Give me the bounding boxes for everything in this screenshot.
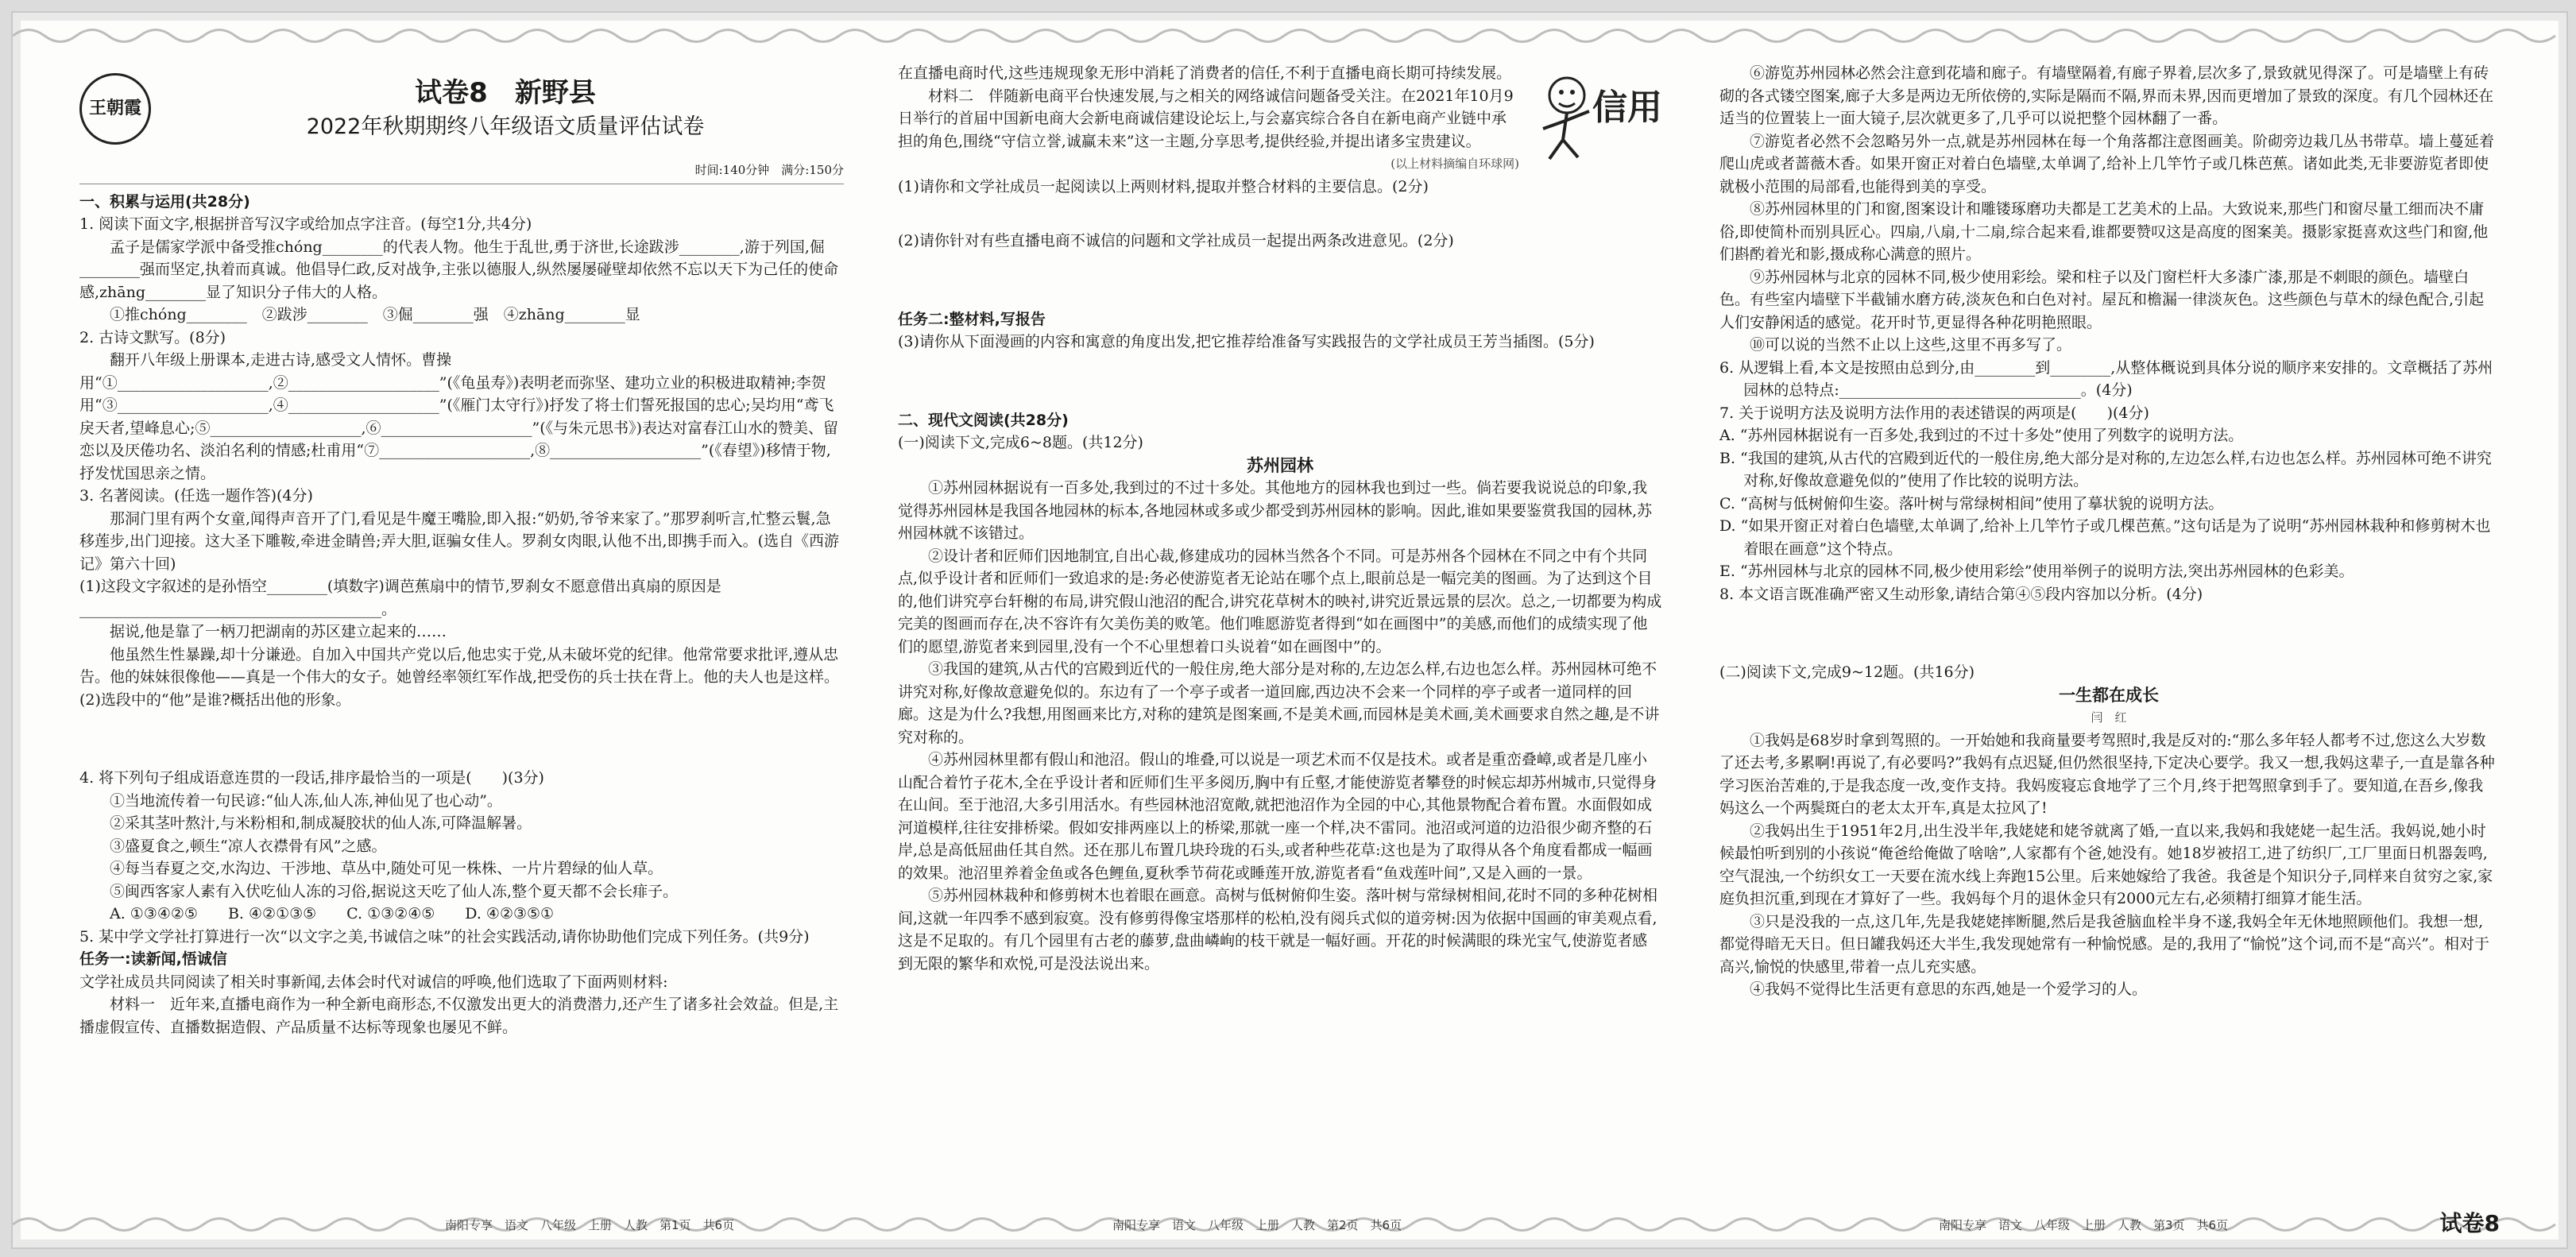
text-line: ②我妈出生于1951年2月,出生没半年,我姥姥和姥爷就离了婚,一直以来,我妈和我姥姥一起生活。我妈说,她小时候最怕听到别的小孩说“俺爸给俺做了啥啥”,人家都有个爸,她没有。她18岁被招工,进了纺织厂,工厂里面日机器轰鸣,空气混浊,一个纺织女工一天要在流水线上奔跑15公里。后来她嫁给了我爸。我爸是个知识分子,同样来自贫穷之家,家庭负担沉重,到现在才算好了一些。我妈每个月的退休金只有2000元左右,必须精打细算才能生活。 bbox=[1719, 822, 2493, 907]
text-line: ③盛夏食之,顿生“凉人衣襟骨有风”之感。 bbox=[110, 837, 387, 855]
exam-header bbox=[79, 62, 844, 156]
text-line: 4. 将下列句子组成语意连贯的一段话,排序最恰当的一项是( )(3分) bbox=[79, 769, 544, 787]
text-line: 任务二:整材料,写报告 bbox=[898, 310, 1046, 328]
exam-subtitle: 2022年秋期期终八年级语文质量评估试卷 bbox=[306, 114, 705, 139]
text-line bbox=[898, 198, 1662, 230]
text-line: 材料一 近年来,直播电商作为一种全新电商形态,不仅激发出更大的消费潜力,还产生了诸多社会效益。但是,主播虚假宣传、直播数据造假、产品质量不达标等现象也屡见不鲜。 bbox=[79, 996, 839, 1036]
text-line: ⑦游览者必然不会忽略另外一点,就是苏州园林在每一个角落都注意图画美。阶砌旁边栽几丛书带草。墙上蔓延着爬山虎或者蔷薇木香。如果开窗正对着白色墙壁,太单调了,给补上几竿竹子或几株芭蕉。诸如此类,无非要游览者即使就极小范围的局部看,也能得到美的享受。 bbox=[1719, 132, 2495, 195]
text-line: 一生都在成长 bbox=[2059, 685, 2159, 705]
text-line: 他虽然生性暴躁,却十分谦逊。自加入中国共产党以后,他忠实于党,从未破坏党的纪律。他常常要求批评,遵从忠告。他的妹妹很像他——真是一个伟大的女子。她曾经率领红军作战,把受伤的兵士扶在背上。他的夫人也是这样。 bbox=[79, 645, 840, 686]
column-2-body bbox=[898, 62, 1662, 975]
text-line: C. “高树与低树俯仰生姿。落叶树与常绿树相间”使用了摹状貌的说明方法。 bbox=[1719, 494, 2224, 512]
text-line: 1. 阅读下面文字,根据拼音写汉字或给加点字注音。(每空1分,共4分) bbox=[79, 215, 532, 233]
text-line: ①苏州园林据说有一百多处,我到过的不过十多处。其他地方的园林我也到过一些。倘若要我说说总的印象,我觉得苏州园林是我国各地园林的标本,各地园林或多或少都受到苏州园林的影响。因此,谁如果要鉴赏我国的园林,苏州园林就不该错过。 bbox=[898, 479, 1653, 542]
title-block bbox=[167, 75, 844, 143]
text-line: ①推chóng________ ②跋涉________ ③倔________强 ④zhāng________显 bbox=[110, 306, 640, 323]
text-line: (以上材料摘编自环球网) bbox=[1390, 157, 1519, 171]
text-line bbox=[898, 253, 1662, 308]
text-line: 7. 关于说明方法及说明方法作用的表述错误的两项是( )(4分) bbox=[1719, 404, 2149, 422]
text-line: (1)请你和文学社成员一起阅读以上两则材料,提取并整合材料的主要信息。(2分) bbox=[898, 177, 1429, 195]
text-line: 孟子是儒家学派中备受推chóng________的代表人物。他生于乱世,勇于济世,长途跋涉________,游于列国,倔________强而坚定,执着而真诚。他倡导仁政,反对战争,主张以德服人,纵然屡屡碰壁却依然不忘以天下为己任的使命感,zhāng________显了知识分子伟大的人格。 bbox=[79, 238, 839, 301]
column-3-body bbox=[1719, 62, 2498, 1001]
text-line: ④每当春夏之交,水沟边、干涉地、草丛中,随处可见一株株、一片片碧绿的仙人草。 bbox=[110, 860, 663, 877]
text-line: ⑨苏州园林与北京的园林不同,极少使用彩绘。梁和柱子以及门窗栏杆大多漆广漆,那是不刺眼的颜色。墙壁白色。有些室内墙壁下半截铺水磨方砖,淡灰色和白色对衬。屋瓦和檐漏一律淡灰色。这些颜色与草木的绿色配合,引起人们安静闲适的感觉。花开时节,更显得各种花明艳照眼。 bbox=[1719, 268, 2485, 331]
text-line: B. “我国的建筑,从古代的宫殿到近代的一般住房,绝大部分是对称的,左边怎么样,右边也怎么样。苏州园林可绝不讲究对称,好像故意避免似的”使用了作比较的说明方法。 bbox=[1719, 449, 2492, 489]
text-line: (一)阅读下文,完成6~8题。(共12分) bbox=[898, 434, 1143, 451]
text-line: 2. 古诗文默写。(8分) bbox=[79, 328, 226, 346]
text-line bbox=[79, 711, 844, 767]
text-line: 闫 红 bbox=[2091, 710, 2127, 725]
text-line: ②采其茎叶熬汁,与米粉相和,制成凝胶状的仙人冻,可降温解暑。 bbox=[110, 814, 532, 832]
text-line: D. “如果开窗正对着白色墙壁,太单调了,给补上几竿竹子或几棵芭蕉。”这句话是为了说明“苏州园林栽种和修剪树木也着眼在画意”这个特点。 bbox=[1719, 517, 2491, 558]
text-line: A. “苏州园林据说有一百多处,我到过的不过十多处”使用了列数字的说明方法。 bbox=[1719, 427, 2244, 444]
column-1-body bbox=[79, 191, 844, 1039]
column-2 bbox=[898, 62, 1662, 1205]
top-wave-border bbox=[13, 24, 2566, 48]
exam-meta: 时间:140分钟 满分:150分 bbox=[79, 159, 844, 184]
text-line: 文学社成员共同阅读了相关时事新闻,去体会时代对诚信的呼唤,他们选取了下面两则材料: bbox=[79, 973, 668, 991]
text-line: ⑩可以说的当然不止以上这些,这里不再多写了。 bbox=[1750, 336, 2072, 354]
text-line: 二、现代文阅读(共28分) bbox=[898, 411, 1069, 429]
text-line: E. “苏州园林与北京的园林不同,极少使用彩绘”使用举例子的说明方法,突出苏州园林的色彩美。 bbox=[1719, 563, 2354, 580]
text-line: (1)这段文字叙述的是孙悟空________(填数字)调芭蕉扇中的情节,罗刹女不愿意借出真扇的原因是________________________________________。 bbox=[79, 578, 721, 618]
text-line: 据说,他是靠了一柄刀把湖南的苏区建立起来的…… bbox=[110, 623, 447, 640]
column-3 bbox=[1719, 62, 2498, 1205]
column-1 bbox=[79, 62, 844, 1205]
comic-caption: 信用 bbox=[1592, 87, 1662, 128]
text-line: A. ①③④②⑤ B. ④②①③⑤ C. ①③②④⑤ D. ④②③⑤① bbox=[110, 905, 555, 922]
logo-text: 王朝霞 bbox=[88, 98, 141, 118]
text-line bbox=[1719, 605, 2498, 661]
text-line: 材料二 伴随新电商平台快速发展,与之相关的网络诚信问题备受关注。在2021年10月9日举行的首届中国新电商大会新电商诚信建设论坛上,与会嘉宾综合各自在新电商产业链中承担的角色,围绕“守信立誉,诚赢未来”这一主题,分享思考,提供经验,并提出诸多宝贵建议。 bbox=[898, 87, 1514, 150]
exam-number-mark: 试卷8 bbox=[2439, 1210, 2500, 1236]
publisher-logo bbox=[79, 73, 151, 145]
text-line: ①我妈是68岁时拿到驾照的。一开始她和我商量要考驾照时,我是反对的:“那么多年轻人都考不过,您这么大岁数了还去考,多累啊!再说了,有必要吗?”我妈有点迟疑,但仍然很坚持,下定决心要学。我又一想,我妈这辈子,一直是靠各种学习医治苦难的,于是我态度一改,变作支持。我妈废寝忘食地学了三个月,终于把驾照拿到手了。要知道,在吾乡,像我妈这么一个两鬓斑白的老太太开车,真是太拉风了! bbox=[1719, 731, 2495, 817]
text-line: (二)阅读下文,完成9~12题。(共16分) bbox=[1719, 663, 1975, 681]
text-line: (3)请你从下面漫画的内容和寓意的角度出发,把它推荐给准备写实践报告的文学社成员王芳当插图。(5分) bbox=[898, 333, 1595, 350]
text-line: ①当地流传着一句民谚:“仙人冻,仙人冻,神仙见了也心动”。 bbox=[110, 791, 502, 810]
text-line bbox=[898, 354, 1662, 409]
text-line: 6. 从逻辑上看,本文是按照由总到分,由________到________,从整体概说到具体分说的顺序来安排的。文章概括了苏州园林的总特点:________________________________。(4分) bbox=[1719, 358, 2493, 399]
exam-title: 试卷8 新野县 bbox=[415, 77, 596, 109]
comic-illustration bbox=[1527, 62, 1662, 164]
text-line: (2)请你针对有些直播电商不诚信的问题和文学社成员一起提出两条改进意见。(2分) bbox=[898, 232, 1454, 249]
text-line: 翻开八年级上册课本,走进古诗,感受文人情怀。曹操用“①____________________,②____________________”(《龟虽寿》)表明老而弥坚、建功立业的积极进取精神;李贺用“③____________________,④____________________”(《雁门太守行》)抒发了将士们誓死报国的忠心;吴均用“鸢飞戾天者,望峰息心;⑤____________________,⑥____________________”(《与朱元思书》)表达对富春江山水的赞美、留恋以及厌倦功名、淡泊名利的情感;杜甫用“⑦____________________,⑧____________________”(《春望》)移情于物,抒发忧国思亲之情。 bbox=[79, 351, 839, 482]
text-line: ②设计者和匠师们因地制宜,自出心裁,修建成功的园林当然各个不同。可是苏州各个园林在不同之中有个共同点,似乎设计者和匠师们一致追求的是:务必使游览者无论站在哪个点上,眼前总是一幅完美的图画。为了达到这个目的,他们讲究亭台轩榭的布局,讲究假山池沼的配合,讲究花草树木的映衬,讲究近景远景的层次。总之,一切都要为构成完美的图画而存在,决不容许有欠美伤美的败笔。他们唯愿游览者得到“如在画图中”的美感,而他们的成绩实现了他们的愿望,游览者来到园里,没有一个不心里想着口头说着“如在画图中”的。 bbox=[898, 547, 1662, 656]
text-line: ⑥游览苏州园林必然会注意到花墙和廊子。有墙壁隔着,有廊子界着,层次多了,景致就见得深了。可是墙壁上有砖砌的各式镂空图案,廊子大多是两边无所依傍的,实际是隔而不隔,界而未界,因而更增加了景致的深度。有几个园林还在适当的位置装上一面大镜子,层次就更多了,几乎可以说把整个园林翻了一番。 bbox=[1719, 64, 2494, 127]
footer-page-1: 南阳专享 语文 八年级 上册 人教 第1页 共6页 bbox=[445, 1218, 735, 1232]
text-line: ⑤闽西客家人素有入伏吃仙人冻的习俗,据说这天吃了仙人冻,整个夏天都不会长痱子。 bbox=[110, 882, 679, 900]
text-line: ③我国的建筑,从古代的宫殿到近代的一般住房,绝大部分是对称的,左边怎么样,右边也怎么样。苏州园林可绝不讲究对称,好像故意避免似的。东边有了一个亭子或者一道回廊,西边决不会来一个同样的亭子或者一道同样的回廊。这是为什么?我想,用图画来比方,对称的建筑是图案画,不是美术画,而园林是美术画,美术画要求自然之趣,是不讲究对称的。 bbox=[898, 660, 1660, 746]
text-line: 3. 名著阅读。(任选一题作答)(4分) bbox=[79, 487, 313, 505]
text-line: ④苏州园林里都有假山和池沼。假山的堆叠,可以说是一项艺术而不仅是技术。或者是重峦叠嶂,或者是几座小山配合着竹子花木,全在乎设计者和匠师们生平多阅历,胸中有丘壑,才能使游览者攀登的时候忘却苏州城市,只觉得身在山间。至于池沼,大多引用活水。有些园林池沼宽敞,就把池沼作为全园的中心,其他景物配合着布置。水面假如成河道模样,往往安排桥梁。假如安排两座以上的桥梁,那就一座一个样,决不雷同。池沼或河道的边沿很少砌齐整的石岸,总是高低屈曲任其自然。还在那儿布置几块玲珑的石头,或者种些花草:这也是为了取得从各个角度看都成一幅画的效果。池沼里养着金鱼或各色鲤鱼,夏秋季节荷花或睡莲开放,游览者看“鱼戏莲叶间”,又是入画的一景。 bbox=[898, 751, 1657, 882]
text-line: ③只是没我的一点,这几年,先是我姥姥摔断腿,然后是我爸脑血栓半身不遂,我妈全年无休地照顾他们。我想一想,都觉得暗无天日。但日罐我妈还大半生,我发现她常有一种愉悦感。是的,我用了“愉悦”这个词,而不是“高兴”。相对于高兴,愉悦的快感里,带着一点儿充实感。 bbox=[1719, 912, 2489, 976]
text-line: 8. 本文语言既准确严密又生动形象,请结合第④⑤段内容加以分析。(4分) bbox=[1719, 585, 2203, 603]
text-line: 5. 某中学文学社打算进行一次“以文字之美,书诚信之味”的社会实践活动,请你协助他们完成下列任务。(共9分) bbox=[79, 927, 810, 946]
footer-page-2: 南阳专享 语文 八年级 上册 人教 第2页 共6页 bbox=[1112, 1218, 1402, 1232]
text-line: ⑤苏州园林栽种和修剪树木也着眼在画意。高树与低树俯仰生姿。落叶树与常绿树相间,花时不同的多种花树相间,这就一年四季不感到寂寞。没有修剪得像宝塔那样的松柏,没有阅兵式似的道旁树:因为依据中国画的审美观点看,这是不足取的。有几个园里有古老的藤萝,盘曲嶙峋的枝干就是一幅好画。开花的时候满眼的珠光宝气,使游览者感到无限的繁华和欢悦,可是没法说出来。 bbox=[898, 887, 1658, 973]
footer-page-3: 南阳专享 语文 八年级 上册 人教 第3页 共6页 bbox=[1939, 1218, 2229, 1232]
text-line: 任务一:读新闻,悟诚信 bbox=[79, 950, 227, 968]
text-line: 一、积累与运用(共28分) bbox=[79, 192, 250, 211]
text-line: (2)选段中的“他”是谁?概括出他的形象。 bbox=[79, 690, 351, 709]
text-line: ⑧苏州园林里的门和窗,图案设计和雕镂琢磨功夫都是工艺美术的上品。大致说来,那些门和窗尽量工细而决不庸俗,即使简朴而别具匠心。四扇,八扇,十二扇,综合起来看,谁都要赞叹这是高度的图案美。摄影家挺喜欢这些门和窗,他们斟酌着光和影,摄成称心满意的照片。 bbox=[1719, 200, 2489, 263]
text-line: 在直播电商时代,这些违规现象无形中消耗了消费者的信任,不利于直播电商长期可持续发展。 bbox=[898, 64, 1512, 82]
text-line: 苏州园林 bbox=[1247, 455, 1313, 475]
text-line: ④我妈不觉得比生活更有意思的东西,她是一个爱学习的人。 bbox=[1750, 980, 2148, 998]
text-line: 那洞门里有两个女童,闻得声音开了门,看见是牛魔王嘴脸,即入报:“奶奶,爷爷来家了。”那罗刹听言,忙整云鬟,急移莲步,出门迎接。这大圣下雕鞍,牵进金睛兽;弄大胆,诓骗女佳人。罗刹女肉眼,认他不出,即携手而入。(选自《西游记》第六十回) bbox=[79, 509, 840, 573]
